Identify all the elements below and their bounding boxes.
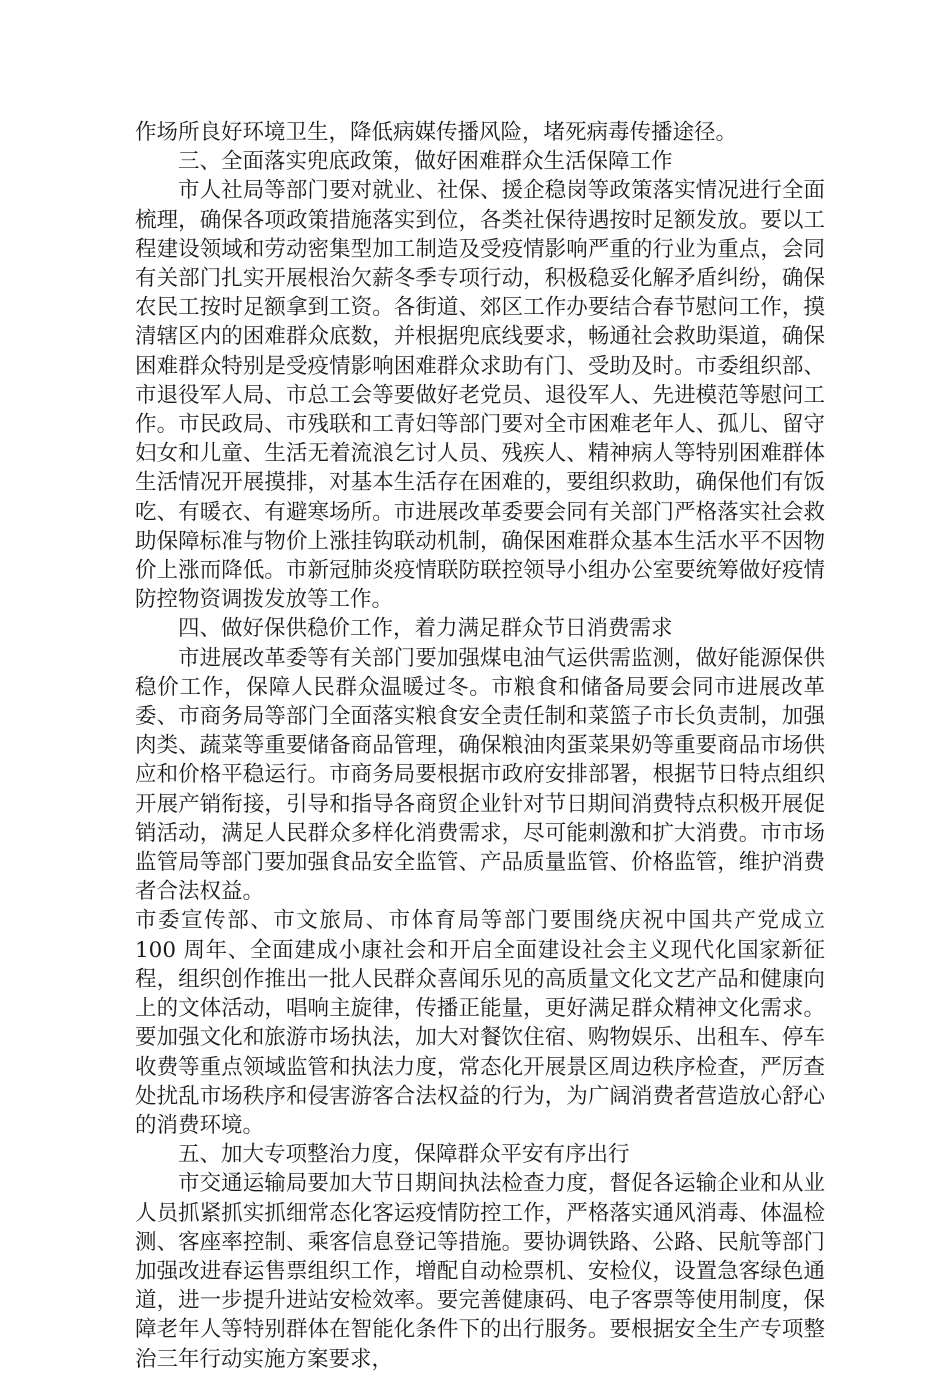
paragraph: 市交通运输局要加大节日期间执法检查力度，督促各运输企业和从业人员抓紧抓实抓细常态化客运疫情防控工作，严格落实通风消毒、体温检测、客座率控制、乘客信息登记等措施。要协调铁路、公路、民航等部门加强改进春运售票组织工作，增配自动检票机、安检仪，设置急客绿色通道，进一步提升进站安检效率。要完善健康码、电子客票等使用制度，保障老年人等特别群体在智能化条件下的出行服务。要根据安全生产专项整治三年行动实施方案要求， [135,1171,825,1372]
section-heading-3: 三、全面落实兜底政策，做好困难群众生活保障工作 [178,149,673,175]
paragraph-continuation: 市委宣传部、市文旅局、市体育局等部门要围绕庆祝中国共产党成立 100 周年、全面建成小康社会和开启全面建设社会主义现代化国家新征程，组织创作推出一批人民群众喜闻乐见的高质量文化文艺产品和健康向上的文体活动，唱响主旋律，传播正能量，更好满足群众精神文化需求。要加强文化和旅游市场执法，加大对餐饮住宿、购物娱乐、出租车、停车收费等重点领域监管和执法力度，常态化开展景区周边秩序检查，严厉查处扰乱市场秩序和侵害游客合法权益的行为，为广阔消费者营造放心舒心的消费环境。 [135,908,825,1138]
paragraph-continuation: 作场所良好环境卫生，降低病媒传播风险，堵死病毒传播途径。 [135,120,738,145]
section-heading-5: 五、加大专项整治力度，保障群众平安有序出行 [178,1142,630,1168]
section-heading-4: 四、做好保供稳价工作，着力满足群众节日消费需求 [178,616,673,642]
paragraph: 市进展改革委等有关部门要加强煤电油气运供需监测，做好能源保供稳价工作，保障人民群众温暖过冬。市粮食和储备局要会同市进展改革委、市商务局等部门全面落实粮食安全责任制和菜篮子市长负责制，加强肉类、蔬菜等重要储备商品管理，确保粮油肉蛋菜果奶等重要商品市场供应和价格平稳运行。市商务局要根据市政府安排部署，根据节日特点组织开展产销衔接，引导和指导各商贸企业针对节日期间消费特点积极开展促销活动，满足人民群众多样化消费需求，尽可能刺激和扩大消费。市市场监管局等部门要加强食品安全监管、产品质量监管、价格监管，维护消费者合法权益。 [135,645,825,905]
paragraph: 市人社局等部门要对就业、社保、援企稳岗等政策落实情况进行全面梳理，确保各项政策措施落实到位，各类社保待遇按时足额发放。要以工程建设领域和劳动密集型加工制造及受疫情影响严重的行业为重点，会同有关部门扎实开展根治欠薪冬季专项行动，积极稳妥化解矛盾纠纷，确保农民工按时足额拿到工资。各街道、郊区工作办要结合春节慰问工作，摸清辖区内的困难群众底数，并根据兜底线要求，畅通社会救助渠道，确保困难群众特别是受疫情影响困难群众求助有门、受助及时。市委组织部、市退役军人局、市总工会等要做好老党员、退役军人、先进模范等慰问工作。市民政局、市残联和工青妇等部门要对全市困难老年人、孤儿、留守妇女和儿童、生活无着流浪乞讨人员、残疾人、精神病人等特别困难群体生活情况开展摸排，对基本生活存在困难的，要组织救助，确保他们有饭吃、有暖衣、有避寒场所。市进展改革委要会同有关部门严格落实社会救助保障标准与物价上涨挂钩联动机制，确保困难群众基本生活水平不因物价上涨而降低。市新冠肺炎疫情联防联控领导小组办公室要统筹做好疫情防控物资调拨发放等工作。 [135,178,825,613]
document-body [135,118,825,1374]
